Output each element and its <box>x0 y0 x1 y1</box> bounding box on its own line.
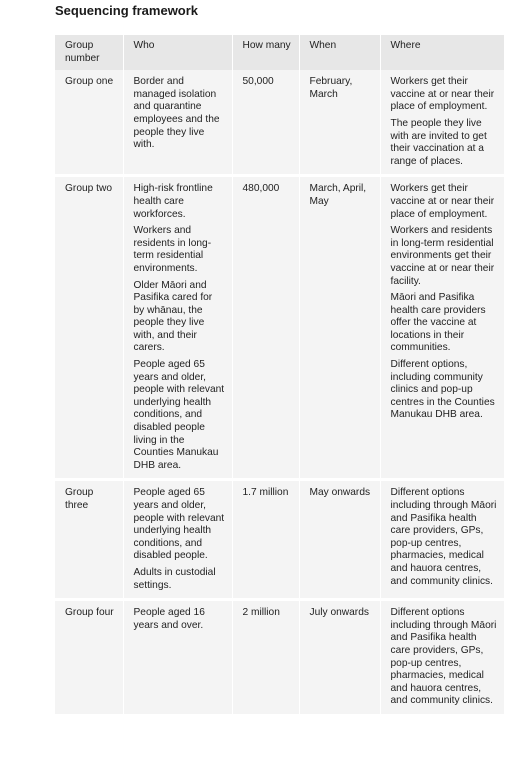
cell-group: Group two <box>55 176 123 480</box>
table-row <box>55 600 504 714</box>
cell-where-paragraph: Workers get their vaccine at or near their place of employment. <box>390 76 495 113</box>
cell-who <box>123 176 232 480</box>
table-row <box>55 176 504 480</box>
cell-who-paragraph: Older Māori and Pasifika cared for by whānau, the people they live with, and their carers. <box>133 279 213 354</box>
cell-where-paragraph: The people they live with are invited to get their vaccination at a range of places. <box>390 117 487 167</box>
cell-how-many: 1.7 million <box>232 480 299 600</box>
cell-who-paragraph: High-risk frontline health care workforces. <box>133 183 213 220</box>
cell-where <box>380 176 504 480</box>
cell-where-paragraph: Workers and residents in long-term residential environments get their vaccine at or near their facility. <box>390 225 495 287</box>
cell-where-paragraph: Different options, including community clinics and pop-up centres in the Counties Manukau DHB area. <box>390 359 495 421</box>
cell-how-many: 2 million <box>232 600 299 714</box>
header-who: Who <box>123 35 232 70</box>
cell-who <box>123 70 232 176</box>
cell-where-paragraph: Different options including through Māori and Pasifika health care providers, GPs, pop-up centres, pharmacies, medical and hauora centres, and community clinics. <box>390 487 497 587</box>
page-title: Sequencing framework <box>55 3 199 18</box>
table-row <box>55 480 504 600</box>
header-where: Where <box>380 35 504 70</box>
cell-who-paragraph: Adults in custodial settings. <box>133 566 216 591</box>
header-group-number: Group number <box>55 35 123 70</box>
cell-when: February, March <box>299 70 380 176</box>
cell-who-paragraph: Workers and residents in long-term residential environments. <box>133 225 212 274</box>
cell-who-paragraph: People aged 16 years and over. <box>133 607 205 631</box>
cell-how-many: 480,000 <box>232 176 299 480</box>
cell-when: March, April, May <box>299 176 380 480</box>
cell-who <box>123 480 232 600</box>
cell-group: Group four <box>55 600 123 714</box>
cell-who-paragraph: People aged 65 years and older, people with relevant underlying health conditions, and disabled people. <box>133 487 225 562</box>
cell-who-paragraph: Border and managed isolation and quarantine employees and the people they live with. <box>133 76 220 151</box>
cell-who <box>123 600 232 714</box>
cell-who-paragraph: People aged 65 years and older, people with relevant underlying health conditions, and disabled people living in the Counties Manukau DHB area. <box>133 359 225 471</box>
cell-group: Group one <box>65 76 114 88</box>
table-row <box>55 70 504 176</box>
cell-where <box>380 480 504 600</box>
cell-where-paragraph: Different options including through Māori and Pasifika health care providers, GPs, pop-up centres, pharmacies, medical and hauora centres, and community clinics. <box>390 607 497 707</box>
table-body <box>55 70 504 714</box>
cell-group: Group three <box>55 480 123 600</box>
header-when: When <box>299 35 380 70</box>
cell-when: May onwards <box>299 480 380 600</box>
sequencing-table <box>55 35 504 714</box>
cell-where-paragraph: Māori and Pasifika health care providers offer the vaccine at locations in their communities. <box>390 292 486 354</box>
cell-where <box>380 70 504 176</box>
cell-where-paragraph: Workers get their vaccine at or near their place of employment. <box>390 183 495 220</box>
table-header-row <box>55 35 504 70</box>
header-how-many: How many <box>232 35 299 70</box>
cell-where <box>380 600 504 714</box>
cell-when: July onwards <box>299 600 380 714</box>
cell-how-many: 50,000 <box>232 70 299 176</box>
